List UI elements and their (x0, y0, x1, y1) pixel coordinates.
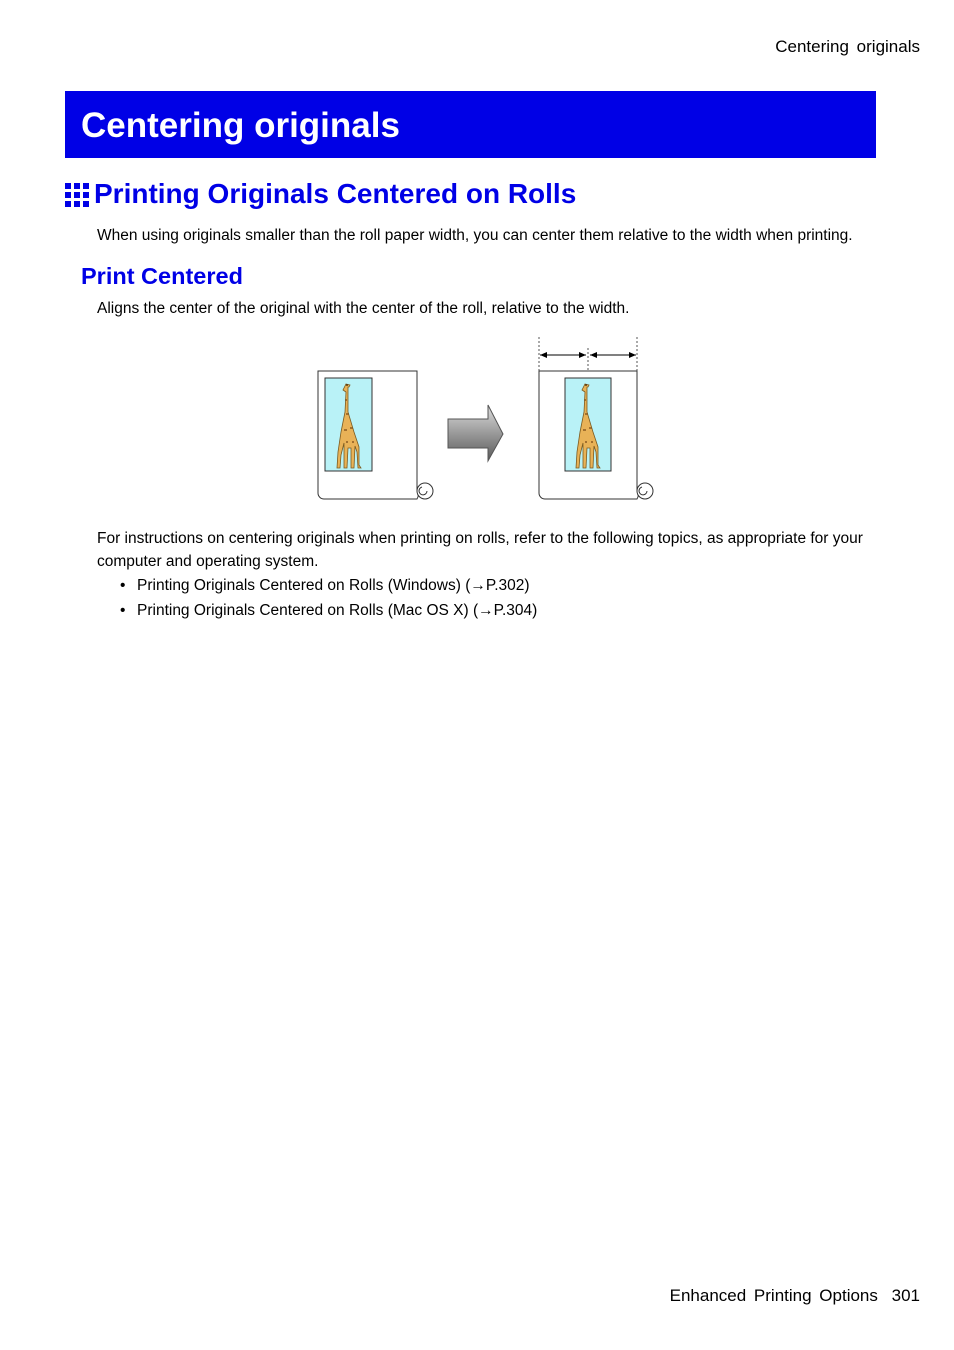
list-item[interactable] (120, 574, 537, 599)
chapter-name: Enhanced Printing Options (669, 1286, 878, 1305)
section-intro: When using originals smaller than the roll paper width, you can center them relative to the width when printing. (97, 227, 853, 244)
subsection-title: Print Centered (81, 263, 243, 289)
original-roll (318, 371, 433, 499)
right-arrow-icon (448, 405, 503, 461)
title-banner (65, 91, 876, 158)
bullet: • (120, 601, 126, 619)
section-title: Printing Originals Centered on Rolls (94, 178, 577, 209)
running-footer (670, 1286, 920, 1306)
instructions-paragraph: For instructions on centering originals when printing on rolls, refer to the following topics, as appropriate for your computer and operating system. (97, 530, 863, 570)
grid-icon (65, 183, 89, 207)
reference-link-macos[interactable]: Printing Originals Centered on Rolls (Mac OS X) (→P.304) (137, 601, 538, 619)
reference-link-windows[interactable]: Printing Originals Centered on Rolls (Windows) (→P.302) (137, 577, 530, 594)
section-heading (65, 176, 576, 212)
bullet: • (120, 577, 126, 594)
reference-list (120, 574, 537, 623)
page-number: 301 (891, 1286, 920, 1305)
list-item[interactable] (120, 599, 537, 624)
running-header: Centering originals (775, 37, 920, 56)
centered-roll (539, 337, 653, 499)
print-centered-illustration (310, 333, 720, 508)
page-title: Centering originals (81, 106, 400, 145)
subsection-description: Aligns the center of the original with the center of the roll, relative to the width. (97, 300, 630, 317)
